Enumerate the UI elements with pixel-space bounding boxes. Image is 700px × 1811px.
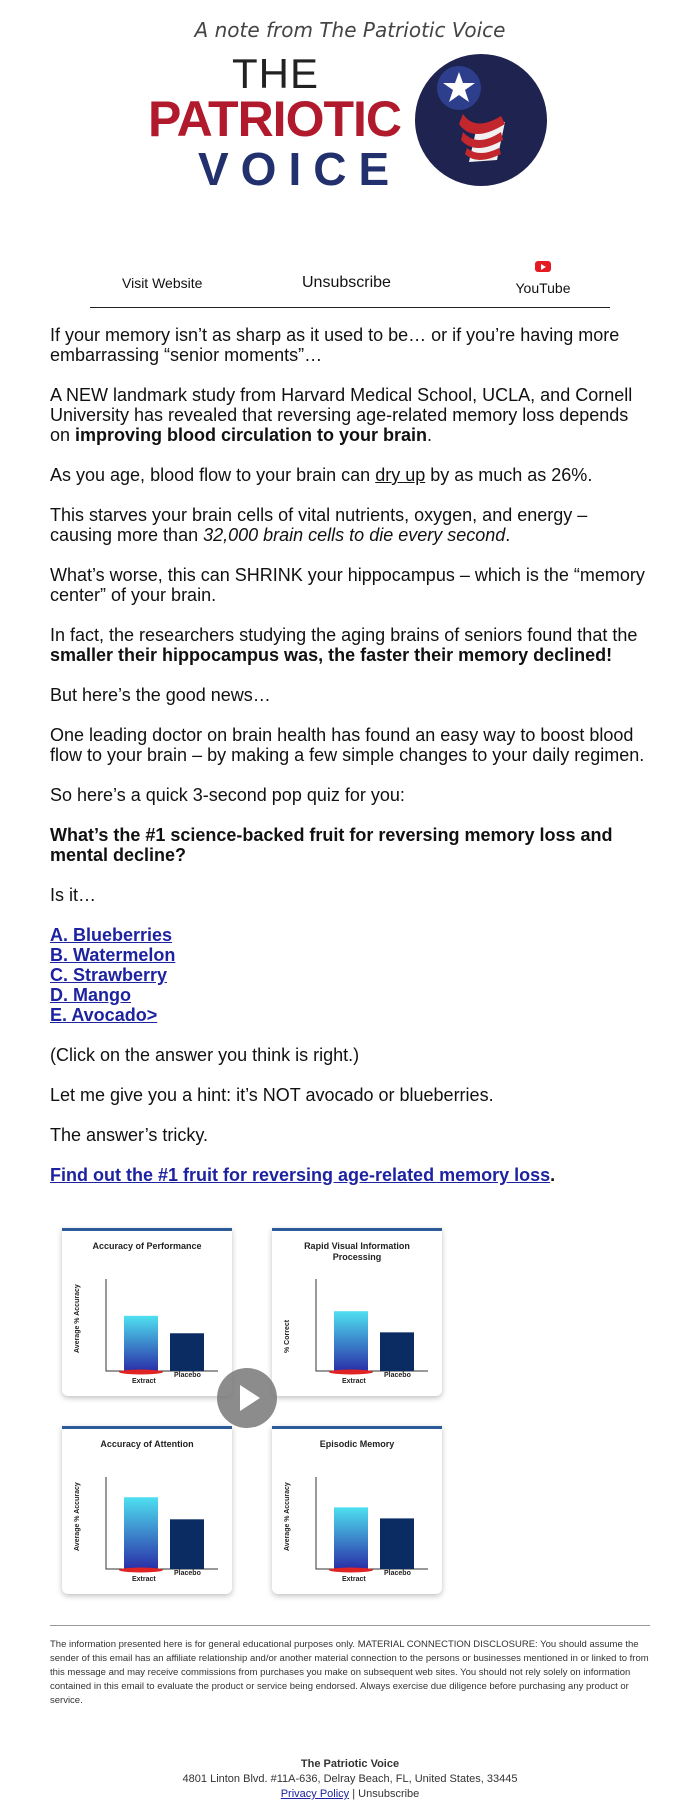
- paragraph-good-news: But here’s the good news…: [50, 685, 271, 705]
- paragraph-doctor: One leading doctor on brain health has found an easy way to boost blood flow to your brain – by making a few simple changes to your daily regimen.: [50, 725, 645, 765]
- play-icon[interactable]: [217, 1368, 277, 1428]
- footer-links: Privacy Policy | Unsubscribe: [280, 1788, 420, 1800]
- footer-address: 4801 Linton Blvd. #11A-636, Delray Beach, FL, United States, 33445: [182, 1773, 518, 1785]
- chart-panel: [62, 1426, 232, 1594]
- chart-x-label: Placebo: [384, 1570, 411, 1577]
- chart-bar-extract: [334, 1507, 368, 1569]
- dry-up-emphasis: dry up: [375, 465, 426, 485]
- chart-highlight: [329, 1568, 373, 1573]
- paragraph-study: A NEW landmark study from Harvard Medical School, UCLA, and Cornell University has revealed that reversing age-related memory loss depends on improving blood circulation to your brain.: [50, 385, 633, 445]
- chart-highlight: [329, 1370, 373, 1375]
- paragraph-tricky: The answer’s tricky.: [50, 1125, 209, 1145]
- privacy-policy-link[interactable]: Privacy Policy: [280, 1788, 350, 1800]
- brain-cells-emphasis: 32,000 brain cells to die every second: [203, 525, 506, 545]
- paragraph-is-it: Is it…: [50, 885, 97, 905]
- chart-title: Accuracy of Attention: [100, 1439, 194, 1449]
- chart-x-label: Extract: [342, 1576, 366, 1583]
- chart-y-label: Average % Accuracy: [284, 1482, 291, 1551]
- video-thumbnail[interactable]: [62, 1228, 442, 1588]
- chart-bar-placebo: [170, 1333, 204, 1371]
- blood-circulation-emphasis: improving blood circulation to your brain: [75, 425, 428, 445]
- chart-title: Rapid Visual Information Processing: [304, 1241, 410, 1262]
- chart-x-label: Placebo: [174, 1570, 201, 1577]
- chart-svg: [62, 1429, 232, 1594]
- chart-y-label: % Correct: [284, 1319, 291, 1353]
- cta-paragraph: Find out the #1 fruit for reversing age-related memory loss.: [50, 1165, 556, 1185]
- header-note: A note from The Patriotic Voice: [194, 18, 506, 42]
- chart-title: Accuracy of Performance: [92, 1241, 202, 1251]
- chart-svg: [272, 1231, 442, 1396]
- paragraph-hippocampus: What’s worse, this can SHRINK your hippocampus – which is the “memory center” of your brain.: [50, 565, 645, 605]
- chart-x-label: Extract: [132, 1576, 156, 1583]
- chart-y-label: Average % Accuracy: [74, 1482, 81, 1551]
- youtube-label: YouTube: [515, 280, 571, 296]
- chart-title: Episodic Memory: [319, 1439, 395, 1449]
- cta-link[interactable]: Find out the #1 fruit for reversing age-related memory loss: [50, 1165, 551, 1185]
- chart-bar-extract: [124, 1497, 158, 1569]
- chart-panel: [272, 1228, 442, 1396]
- paragraph-blood-flow: As you age, blood flow to your brain can dry up by as much as 26%.: [50, 465, 593, 485]
- chart-svg: [272, 1429, 442, 1594]
- paragraph-click-hint: (Click on the answer you think is right.): [50, 1045, 360, 1065]
- visit-website-link[interactable]: Visit Website: [122, 275, 203, 291]
- chart-panel: [272, 1426, 442, 1594]
- paragraph-intro: If your memory isn’t as sharp as it used to be… or if you’re having more embarrassing “senior moments”…: [50, 325, 620, 365]
- chart-panel: [62, 1228, 232, 1396]
- answer-b-link[interactable]: B. Watermelon: [50, 945, 176, 965]
- email-body: [50, 325, 650, 1205]
- chart-bar-extract: [124, 1316, 158, 1371]
- paragraph-quiz: So here’s a quick 3-second pop quiz for you:: [50, 785, 405, 805]
- answer-a-link[interactable]: A. Blueberries: [50, 925, 173, 945]
- hippocampus-emphasis: smaller their hippocampus was, the faster their memory declined!: [50, 645, 613, 665]
- chart-x-label: Extract: [342, 1378, 366, 1385]
- answer-e-link[interactable]: E. Avocado>: [50, 1005, 158, 1025]
- youtube-icon: [535, 261, 551, 272]
- footer-divider: [50, 1625, 650, 1626]
- logo-the-text: THE: [232, 50, 319, 97]
- top-navigation: [90, 255, 610, 308]
- paragraph-brain-cells: This starves your brain cells of vital nutrients, oxygen, and energy – causing more than 32,000 brain cells to die every second.: [50, 505, 588, 545]
- chart-svg: [62, 1231, 232, 1396]
- logo-patriotic-text: PATRIOTIC: [148, 91, 402, 147]
- chart-x-label: Placebo: [384, 1372, 411, 1379]
- logo-voice-text: VOICE: [198, 143, 402, 195]
- chart-y-label: Average % Accuracy: [74, 1284, 81, 1353]
- torch-emblem-icon: [413, 52, 549, 188]
- chart-highlight: [119, 1370, 163, 1375]
- footer: [0, 1757, 700, 1802]
- chart-bar-placebo: [380, 1518, 414, 1569]
- paragraph-research: In fact, the researchers studying the aging brains of seniors found that the smaller their hippocampus was, the faster their memory declined!: [50, 625, 638, 665]
- answer-d-link[interactable]: D. Mango: [50, 985, 131, 1005]
- chart-bar-placebo: [380, 1332, 414, 1371]
- answer-c-link[interactable]: C. Strawberry: [50, 965, 168, 985]
- quiz-question: What’s the #1 science-backed fruit for reversing memory loss and mental decline?: [50, 825, 613, 865]
- chart-x-label: Placebo: [174, 1372, 201, 1379]
- footer-unsubscribe-link[interactable]: Unsubscribe: [358, 1788, 420, 1800]
- paragraph-hint: Let me give you a hint: it’s NOT avocado or blueberries.: [50, 1085, 494, 1105]
- chart-x-label: Extract: [132, 1378, 156, 1385]
- unsubscribe-link[interactable]: Unsubscribe: [302, 274, 391, 291]
- chart-highlight: [119, 1568, 163, 1573]
- footer-company: The Patriotic Voice: [300, 1758, 400, 1770]
- chart-bar-placebo: [170, 1519, 204, 1569]
- disclaimer-text: The information presented here is for general educational purposes only. MATERIAL CONNECTION DISCLOSURE: You should assume the sender of this email has an affiliate relationship and/or another material connection to the persons or businesses mentioned in or linked to from this message and may receive commissions from purchases you make on subsequent web sites. You should not rely solely on information contained in this email to evaluate the product or service being endorsed. Always exercise due diligence before purchasing any product or service.: [50, 1639, 649, 1706]
- chart-bar-extract: [334, 1311, 368, 1371]
- answer-list: [50, 925, 650, 1025]
- youtube-link[interactable]: [508, 259, 578, 296]
